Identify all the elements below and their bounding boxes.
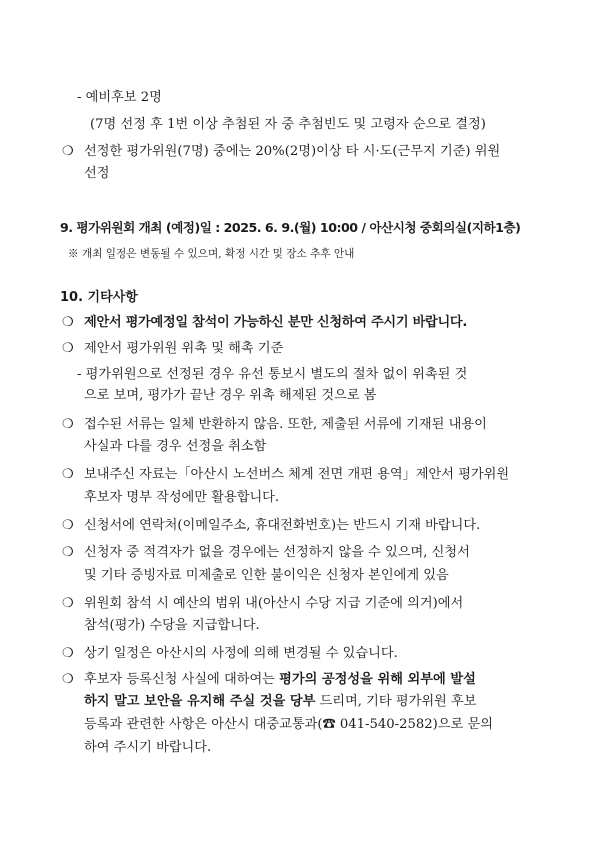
bullet-icon: ❍ bbox=[62, 518, 74, 533]
bullet-icon: ❍ bbox=[62, 467, 74, 482]
schedule-note: ※ 개최 일정은 변동될 수 있으며, 확정 시간 및 장소 추후 안내 bbox=[68, 248, 355, 260]
contact-required: 신청서에 연락처(이메일주소, 휴대전화번호)는 반드시 기재 바랍니다. bbox=[84, 518, 481, 533]
confidentiality-line2-b: 드리며, 기타 평가위원 후보 bbox=[315, 694, 477, 709]
schedule-change: 상기 일정은 아산시의 사정에 의해 변경될 수 있습니다. bbox=[84, 646, 398, 661]
bullet-icon: ❍ bbox=[62, 341, 74, 356]
list-item bbox=[62, 544, 470, 561]
allowance-line2: 참석(평가) 수당을 지급합니다. bbox=[84, 618, 260, 633]
eligibility-line1: 신청자 중 적격자가 없을 경우에는 선정하지 않을 수 있으며, 신청서 bbox=[84, 545, 470, 560]
confidentiality-line2 bbox=[84, 693, 476, 710]
bullet-icon: ❍ bbox=[62, 545, 74, 560]
list-item bbox=[62, 645, 398, 662]
data-usage-line1: 보내주신 자료는「아산시 노선버스 체계 전면 개편 용역」제안서 평가위원 bbox=[84, 467, 510, 482]
selection-rule-line1: 선정한 평가위원(7명) 중에는 20%(2명)이상 타 시·도(근무지 기준) 위원 bbox=[84, 144, 501, 159]
list-item bbox=[62, 143, 500, 160]
appointment-criteria: 제안서 평가위원 위촉 및 해촉 기준 bbox=[84, 341, 284, 356]
bullet-icon: ❍ bbox=[62, 596, 74, 611]
appointment-sub-line2: 으로 보며, 평가가 끝난 경우 위촉 해제된 것으로 봄 bbox=[84, 388, 377, 403]
bullet-icon: ❍ bbox=[62, 144, 74, 159]
reserve-note: (7명 선정 후 1번 이상 추첨된 자 중 추첨빈도 및 고령자 순으로 결정) bbox=[90, 117, 486, 132]
confidentiality-line1-a: 후보자 등록신청 사실에 대하여는 bbox=[84, 672, 280, 687]
confidentiality-line2-a: 하지 말고 보안을 유지해 주실 것을 당부 bbox=[84, 694, 316, 709]
selection-rule-line2: 선정 bbox=[84, 166, 110, 181]
list-item bbox=[62, 340, 283, 357]
eligibility-line2: 및 기타 증빙자료 미제출로 인한 불이익은 신청자 본인에게 있음 bbox=[84, 568, 449, 583]
section-10-heading: 10. 기타사항 bbox=[60, 290, 138, 305]
appointment-sub-line1: - 평가위원으로 선정된 경우 유선 통보시 별도의 절차 없이 위촉된 것 bbox=[77, 367, 468, 382]
bullet-icon: ❍ bbox=[62, 315, 74, 330]
data-usage-line2: 후보자 명부 작성에만 활용합니다. bbox=[84, 490, 280, 505]
list-item bbox=[62, 466, 509, 483]
bullet-icon: ❍ bbox=[62, 646, 74, 661]
confidentiality-line1-b: 평가의 공정성을 위해 외부에 발설 bbox=[279, 672, 476, 687]
list-item bbox=[62, 595, 463, 612]
list-item bbox=[62, 517, 480, 534]
confidentiality-line3: 등록과 관련한 사항은 아산시 대중교통과(☎ 041-540-2582)으로 문의 bbox=[84, 717, 493, 732]
reserve-candidates: - 예비후보 2명 bbox=[77, 90, 162, 105]
list-item bbox=[62, 671, 476, 688]
confidentiality-line4: 하여 주시기 바랍니다. bbox=[84, 740, 212, 755]
documents-notice-line2: 사실과 다를 경우 선정을 취소함 bbox=[84, 439, 267, 454]
allowance-line1: 위원회 참석 시 예산의 범위 내(아산시 수당 지급 기준에 의거)에서 bbox=[84, 596, 464, 611]
attendance-notice: 제안서 평가예정일 참석이 가능하신 분만 신청하여 주시기 바랍니다. bbox=[84, 315, 468, 330]
documents-notice-line1: 접수된 서류는 일체 반환하지 않음. 또한, 제출된 서류에 기재된 내용이 bbox=[84, 417, 487, 432]
bullet-icon: ❍ bbox=[62, 417, 74, 432]
section-9-heading: 9. 평가위원회 개최 (예정)일 : 2025. 6. 9.(월) 10:00 / 아산시청 중회의실(지하1층) bbox=[60, 220, 521, 235]
bullet-icon: ❍ bbox=[62, 672, 74, 687]
list-item bbox=[62, 314, 467, 331]
list-item bbox=[62, 416, 487, 433]
